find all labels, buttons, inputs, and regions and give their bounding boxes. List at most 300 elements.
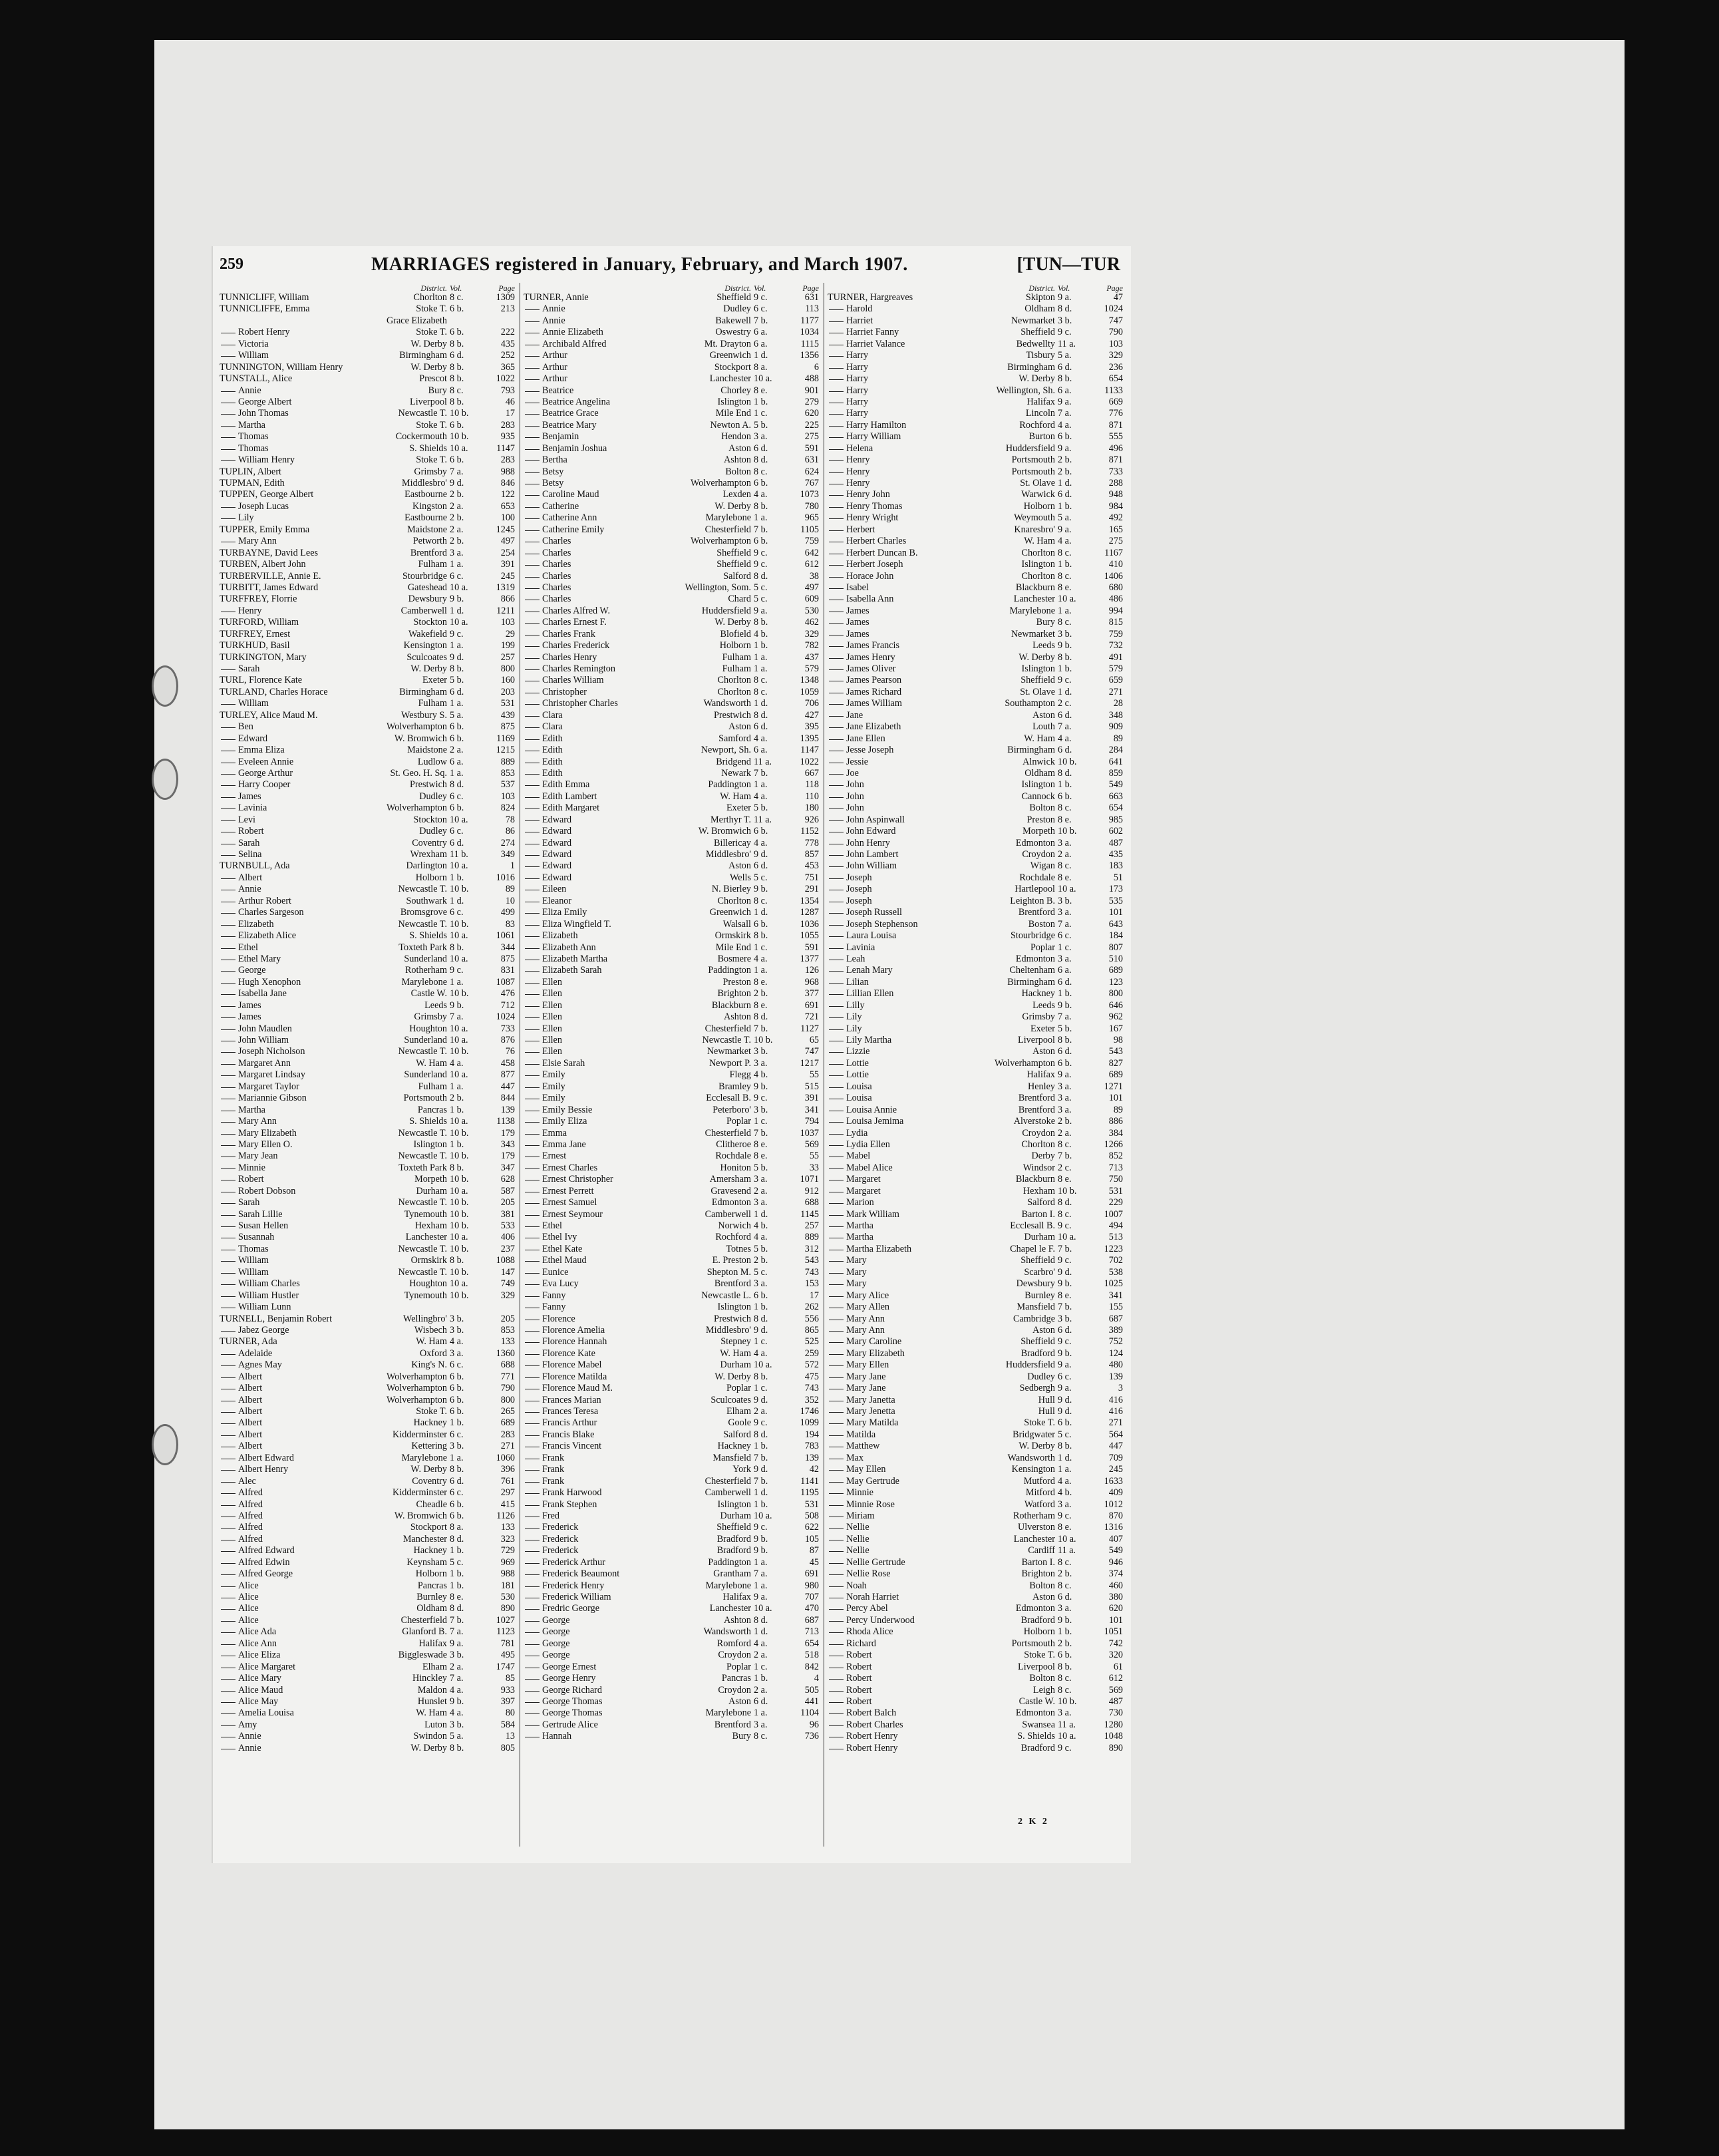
index-entry [828, 1499, 1124, 1511]
entry-forename: Mary Elizabeth [220, 1128, 398, 1139]
entry-forename: Edith Lambert [524, 791, 702, 803]
entry-district: W. Derby [410, 1464, 447, 1475]
entry-volume: 3 b. [450, 1650, 464, 1661]
entry-volume: 10 a. [450, 1069, 468, 1081]
entry-district: Bradford [716, 1533, 751, 1544]
entry-volume: 8 b. [450, 663, 464, 674]
entry-volume: 8 c. [450, 292, 464, 303]
entry-forename: Arthur [524, 373, 702, 385]
index-entry [828, 1046, 1124, 1057]
entry-district: Goole [728, 1417, 751, 1429]
entry-page: 620 [804, 408, 819, 419]
entry-volume: 1 b. [1058, 988, 1072, 999]
index-entry [524, 536, 820, 547]
page-header [220, 252, 1120, 278]
entry-volume: 1 b. [1058, 663, 1072, 674]
entry-page: 139 [1108, 1371, 1123, 1382]
entry-district: Poplar [726, 1116, 751, 1127]
entry-name: TURLAND, Charles Horace [220, 686, 328, 697]
entry-forename: Minnie [828, 1487, 1006, 1499]
entry-forename: Albert [220, 1441, 398, 1452]
entry-page: 1377 [800, 953, 819, 964]
entry-volume: 2 a. [450, 745, 464, 756]
index-entry [524, 373, 820, 385]
index-entry [220, 559, 516, 570]
entry-page: 475 [804, 1371, 819, 1382]
entry-volume: 6 b. [450, 1406, 464, 1417]
entry-district: Edmonton [1015, 1603, 1055, 1614]
entry-forename: Martha [828, 1220, 1006, 1232]
entry-district: Brentford [1018, 1104, 1055, 1115]
entry-forename: Harry [828, 397, 1006, 408]
entry-district: Newcastle T. [398, 1197, 447, 1208]
index-entry [828, 896, 1124, 907]
entry-volume: 8 c. [754, 686, 768, 697]
entry-volume: 9 d. [1058, 1394, 1072, 1405]
index-entry [220, 478, 516, 489]
entry-forename: Helena [828, 443, 1006, 454]
entry-forename: Mary Allen [828, 1302, 1006, 1313]
entry-page: 815 [1108, 617, 1123, 628]
entry-page: 439 [500, 709, 515, 721]
entry-forename: Arthur [524, 350, 702, 361]
entry-volume: 10 b. [450, 408, 469, 419]
index-entry [524, 1429, 820, 1441]
entry-page: 742 [1108, 1638, 1123, 1649]
entry-page: 1061 [496, 930, 515, 942]
entry-forename: Alice Margaret [220, 1662, 398, 1673]
entry-page: 65 [809, 1035, 819, 1045]
entry-name: TURFORD, William [220, 617, 299, 628]
entry-page: 495 [500, 1650, 515, 1661]
entry-volume: 11 a. [754, 756, 772, 767]
index-entry [524, 675, 820, 686]
entry-volume: 3 b. [754, 1046, 768, 1057]
entry-district: Camberwell [704, 1487, 751, 1499]
entry-district: Alnwick [1022, 756, 1055, 767]
entry-page: 535 [1108, 895, 1123, 906]
entry-district: Stourbridge [1011, 930, 1055, 942]
entry-page: 329 [500, 1290, 515, 1301]
index-entry [220, 1325, 516, 1336]
index-entry [828, 652, 1124, 663]
entry-district: Fulham [418, 1081, 447, 1092]
entry-forename: Ethel [524, 1220, 702, 1232]
entry-volume: 5 b. [754, 1162, 768, 1173]
entry-page: 510 [1108, 953, 1123, 964]
entry-page: 180 [804, 803, 819, 814]
entry-page: 689 [1108, 1069, 1123, 1081]
entry-page: 271 [500, 1441, 515, 1452]
entry-page: 349 [500, 849, 515, 860]
entry-district: Mansfield [1016, 1302, 1055, 1313]
entry-volume: 9 b. [754, 1081, 768, 1092]
entry-page: 505 [804, 1684, 819, 1696]
entry-volume: 5 b. [450, 675, 464, 686]
entry-page: 569 [1108, 1684, 1123, 1696]
entry-forename: Mary Ann [828, 1314, 1006, 1325]
entry-volume: 8 c. [1058, 1580, 1072, 1591]
entry-forename: Mary Elizabeth [828, 1348, 1006, 1359]
entry-forename: Edward [524, 849, 702, 860]
index-entry [828, 512, 1124, 524]
entry-district: Croydon [718, 1650, 751, 1661]
entry-district: Brighton [1021, 1568, 1055, 1580]
entry-volume: 4 a. [1058, 1475, 1072, 1487]
entry-district: Croydon [1022, 1127, 1055, 1139]
entry-forename: Agnes May [220, 1359, 398, 1371]
entry-page: 584 [500, 1719, 515, 1730]
entry-district: Rotherham [1013, 1510, 1055, 1521]
entry-forename: Beatrice Grace [524, 408, 702, 419]
entry-forename: Louisa [828, 1093, 1006, 1104]
entry-page: 1348 [800, 675, 819, 686]
entry-forename: Mariannie Gibson [220, 1093, 398, 1104]
index-entry [220, 373, 516, 385]
entry-district: Hull [1038, 1406, 1055, 1417]
entry-page: 1195 [800, 1487, 819, 1499]
entry-forename: Herbert Charles [828, 536, 1006, 547]
index-entry [220, 1707, 516, 1719]
entry-volume: 10 b. [450, 1243, 469, 1254]
entry-volume: 10 a. [450, 953, 468, 964]
entry-district: Oswestry [715, 327, 751, 338]
entry-district: Ludlow [417, 756, 447, 767]
entry-page: 1271 [1104, 1081, 1123, 1092]
entry-volume: 8 d. [754, 709, 768, 721]
index-entry [220, 327, 516, 338]
entry-volume: 6 c. [450, 791, 464, 802]
entry-forename: Sarah [220, 838, 398, 849]
entry-district: Prestwich [714, 1313, 751, 1324]
entry-district: Bradford [1020, 1742, 1055, 1753]
entry-forename: Jane Elizabeth [828, 721, 1006, 733]
entry-forename: William [220, 350, 398, 361]
entry-district: Islington [1021, 779, 1055, 791]
entry-volume: 6 d. [1058, 976, 1072, 988]
entry-volume: 1 a. [754, 1580, 768, 1591]
entry-page: 984 [1108, 500, 1123, 512]
entry-page: 750 [1108, 1174, 1123, 1185]
index-entry [524, 1522, 820, 1533]
entry-forename: Louisa [828, 1081, 1006, 1093]
entry-page: 179 [500, 1151, 515, 1162]
entry-volume: 3 a. [1058, 953, 1072, 964]
entry-page: 572 [804, 1359, 819, 1371]
index-entry [220, 617, 516, 628]
entry-volume: 7 b. [754, 315, 768, 326]
entry-page: 733 [1108, 466, 1123, 477]
entry-district: Ecclesall B. [706, 1093, 751, 1104]
entry-volume: 1 c. [754, 1383, 768, 1394]
entry-forename: George Thomas [524, 1696, 702, 1707]
entry-page: 853 [500, 1324, 515, 1336]
entry-volume: 7 b. [1058, 1243, 1072, 1254]
entry-volume: 4 a. [1058, 536, 1072, 547]
index-entry [220, 745, 516, 756]
index-entry [524, 1035, 820, 1046]
entry-district: Cheltenham [1009, 965, 1055, 976]
entry-page: 732 [1108, 640, 1123, 651]
index-entry [524, 1395, 820, 1406]
entry-forename: George Albert [220, 397, 398, 408]
entry-page: 531 [1108, 1185, 1123, 1196]
entry-district: Huddersfield [1005, 1359, 1055, 1371]
entry-page: 491 [1108, 651, 1123, 663]
index-entry [220, 1406, 516, 1417]
entry-district: Holborn [415, 872, 447, 883]
entry-district: Dudley [419, 791, 447, 802]
entry-page: 374 [1108, 1568, 1123, 1580]
entry-volume: 9 c. [1058, 1255, 1072, 1266]
entry-district: Salford [1027, 1197, 1055, 1208]
entry-volume: 7 b. [754, 1023, 768, 1034]
entry-page: 751 [804, 872, 819, 883]
index-entry [828, 988, 1124, 999]
entry-page: 406 [500, 1232, 515, 1243]
entry-page: 407 [1108, 1533, 1123, 1544]
entry-volume: 6 c. [450, 570, 464, 582]
entry-district: W. Bromwich [698, 826, 751, 837]
entry-page: 415 [500, 1499, 515, 1510]
entry-district: Newmarket [1011, 628, 1055, 639]
entry-forename: Mary Jane [828, 1371, 1006, 1383]
entry-volume: 6 d. [1058, 489, 1072, 500]
index-entry [220, 1534, 516, 1545]
entry-volume: 8 d. [1058, 1197, 1072, 1208]
index-entry [524, 489, 820, 500]
entry-forename: Henry Wright [828, 512, 1006, 524]
index-entry [524, 965, 820, 976]
entry-page: 1319 [496, 582, 515, 593]
entry-district: Paddington [708, 1556, 751, 1568]
entry-forename: Lavinia [828, 942, 1006, 954]
entry-forename: Frank Stephen [524, 1499, 702, 1511]
index-entry [828, 385, 1124, 397]
entry-forename: Lily [828, 1023, 1006, 1035]
entry-forename: Nellie [828, 1534, 1006, 1545]
index-entry [524, 548, 820, 559]
entry-volume: 5 b. [754, 1243, 768, 1254]
entry-page: 384 [1108, 1127, 1123, 1139]
entry-volume: 5 c. [450, 1556, 464, 1568]
index-entry [828, 501, 1124, 512]
entry-district: Dudley [723, 303, 751, 315]
entry-district: Blackburn [1015, 1174, 1055, 1185]
entry-page: 100 [500, 512, 515, 524]
entry-page: 271 [1108, 1417, 1123, 1429]
entry-volume: 9 c. [754, 1417, 768, 1429]
entry-district: Grimsby [414, 466, 447, 477]
entry-district: Weymouth [1014, 512, 1055, 524]
entry-district: W. Ham [416, 1336, 447, 1348]
index-entry [220, 698, 516, 709]
entry-volume: 3 a. [1058, 1104, 1072, 1115]
entry-volume: 4 a. [1058, 419, 1072, 431]
entry-forename: Ben [220, 721, 398, 733]
index-entry [220, 339, 516, 350]
entry-page: 183 [1108, 860, 1123, 872]
entry-volume: 1 d. [1058, 686, 1072, 697]
entry-forename: Robert [828, 1662, 1006, 1673]
entry-volume: 9 b. [1058, 1278, 1072, 1290]
entry-district: Bury [1036, 617, 1055, 628]
entry-district: Stoke T. [1024, 1650, 1055, 1661]
entry-volume: 6 d. [1058, 361, 1072, 373]
entry-volume: 9 a. [1058, 443, 1072, 454]
entry-forename: Ellen [524, 1023, 702, 1035]
entry-forename: Harry [828, 408, 1006, 419]
entry-forename: Selina [220, 849, 398, 860]
index-entry [828, 721, 1124, 733]
entry-volume: 9 d. [754, 1464, 768, 1475]
index-entry [524, 1000, 820, 1011]
index-entry [828, 1255, 1124, 1266]
entry-page: 793 [500, 385, 515, 396]
index-entry [220, 1395, 516, 1406]
entry-volume: 9 b. [1058, 1614, 1072, 1626]
entry-district: W. Derby [1018, 651, 1055, 663]
index-entry [220, 1174, 516, 1185]
entry-volume: 2 b. [450, 512, 464, 524]
entry-volume: 6 b. [1058, 1057, 1072, 1069]
entry-page: 870 [1108, 1510, 1123, 1521]
entry-volume: 8 e. [1058, 814, 1072, 825]
entry-district: Cockermouth [395, 431, 447, 443]
entry-page: 274 [500, 837, 515, 848]
entry-volume: 1 b. [1058, 500, 1072, 512]
index-entry [524, 1151, 820, 1162]
index-entry [524, 1662, 820, 1673]
entry-forename: Lilian [828, 977, 1006, 988]
entry-district: Mansfield [712, 1452, 751, 1463]
entry-volume: 1 d. [754, 350, 768, 361]
entry-page: 525 [804, 1336, 819, 1348]
entry-page: 29 [505, 628, 515, 639]
entry-district: Halifax [418, 1638, 447, 1649]
entry-volume: 8 b. [450, 942, 464, 953]
index-entry [524, 698, 820, 709]
entry-district: Fulham [418, 559, 447, 570]
entry-page: 875 [500, 953, 515, 964]
entry-volume: 8 b. [450, 338, 464, 349]
index-entry [828, 1406, 1124, 1417]
index-entry [524, 443, 820, 454]
entry-volume: 10 b. [450, 988, 469, 999]
entry-forename: Alice [220, 1603, 398, 1614]
entry-page: 790 [500, 1383, 515, 1394]
entry-page: 646 [1108, 999, 1123, 1011]
entry-district: Stockton [413, 617, 447, 628]
index-entry [524, 1719, 820, 1731]
entry-volume: 4 b. [1058, 1487, 1072, 1499]
entry-district: Dudley [1027, 1371, 1055, 1382]
entry-forename: Christopher [524, 687, 702, 698]
entry-name: TUNNICLIFF, William [220, 292, 309, 303]
entry-district: Pancras [417, 1580, 447, 1591]
index-entry [828, 663, 1124, 675]
entry-page: 853 [500, 767, 515, 779]
entry-district: Newcastle T. [398, 884, 447, 895]
entry-volume: 4 a. [754, 953, 768, 964]
entry-district: Pancras [417, 1104, 447, 1115]
index-entry [524, 327, 820, 338]
entry-volume: 4 a. [754, 733, 768, 744]
entry-forename: Laura Louisa [828, 930, 1006, 942]
entry-forename: Mary Jenetta [828, 1406, 1006, 1417]
entry-volume: 2 a. [754, 1406, 768, 1417]
entry-district: Knaresbro' [1014, 524, 1055, 535]
entry-forename: Louisa Jemima [828, 1116, 1006, 1127]
entry-forename: Charles [524, 559, 702, 570]
entry-volume: 10 a. [450, 1035, 468, 1045]
entry-forename: Edward [524, 872, 702, 884]
entry-volume: 8 c. [1058, 860, 1072, 872]
entry-volume: 3 b. [1058, 315, 1072, 326]
entry-page: 494 [1108, 1220, 1123, 1231]
index-entry [828, 1348, 1124, 1359]
index-entry [524, 397, 820, 408]
index-entry [220, 1662, 516, 1673]
entry-volume: 6 d. [1058, 1592, 1072, 1602]
index-entry [828, 362, 1124, 373]
entry-forename: Jessie [828, 757, 1006, 768]
index-entry [220, 1359, 516, 1371]
index-entry [524, 606, 820, 617]
entry-district: Brentford [714, 1278, 751, 1290]
entry-district: Aston [728, 721, 751, 733]
entry-district: Wellingbro' [402, 1313, 447, 1324]
entry-volume: 8 c. [754, 466, 768, 477]
entry-district: Lincoln [1025, 408, 1055, 419]
entry-district: W. Ham [416, 1057, 447, 1069]
index-entry [220, 791, 516, 803]
entry-volume: 7 a. [1058, 1011, 1072, 1023]
entry-forename: John [828, 779, 1006, 791]
entry-volume: 3 a. [1058, 1603, 1072, 1614]
entry-volume: 7 b. [754, 767, 768, 779]
index-entry [524, 385, 820, 397]
entry-district: Sculcoates [710, 1394, 751, 1405]
entry-page: 283 [500, 419, 515, 431]
entry-volume: 6 d. [1058, 709, 1072, 721]
index-entry [828, 606, 1124, 617]
entry-volume: 5 c. [754, 1266, 768, 1278]
entry-page: 713 [1108, 1162, 1123, 1173]
entry-volume: 6 d. [754, 721, 768, 733]
entry-page: 123 [1108, 976, 1123, 988]
entry-volume: 6 b. [754, 826, 768, 837]
entry-forename: Florence Maud M. [524, 1383, 702, 1394]
entry-volume: 6 b. [450, 1499, 464, 1510]
index-entry [828, 1476, 1124, 1487]
index-entry [524, 1580, 820, 1592]
entry-district: Chesterfield [704, 1127, 751, 1139]
entry-forename: Susannah [220, 1232, 398, 1243]
entry-volume: 1 b. [754, 396, 768, 407]
entry-page: 1316 [1104, 1522, 1123, 1533]
entry-volume: 6 d. [1058, 1046, 1072, 1057]
entry-volume: 6 b. [450, 733, 464, 744]
index-entry [828, 1290, 1124, 1302]
entry-page: 1104 [800, 1707, 819, 1719]
entry-district: Alverstoke [1013, 1116, 1055, 1127]
entry-forename: Thomas [220, 431, 398, 443]
entry-volume: 10 b. [450, 1151, 469, 1162]
entry-district: Chorlton [717, 686, 751, 697]
entry-page: 1152 [800, 826, 819, 837]
entry-volume: 9 a. [1058, 396, 1072, 407]
